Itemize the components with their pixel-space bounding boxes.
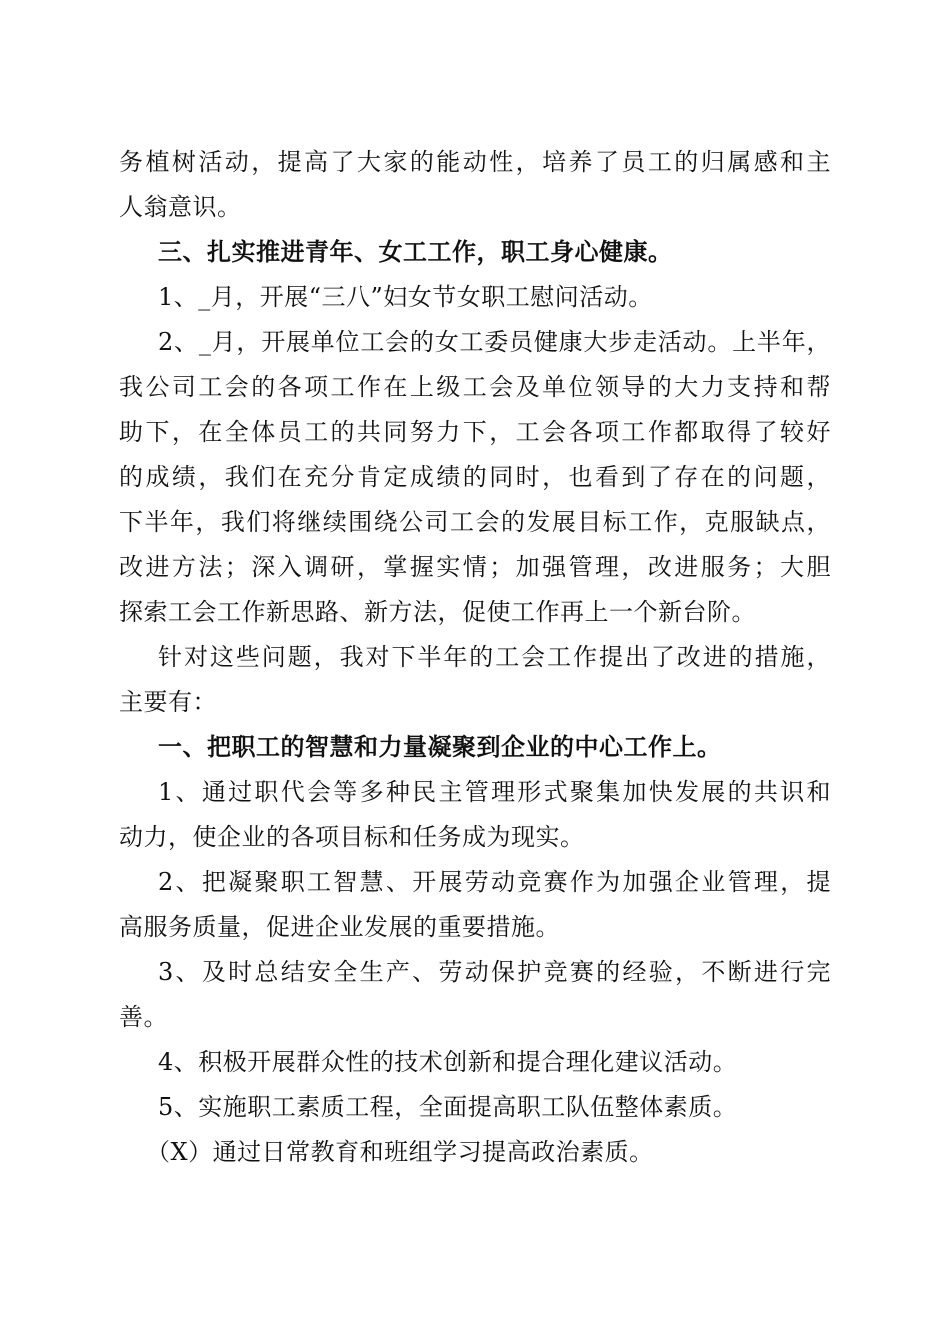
text-line: 助下，在全体员工的共同努力下，工会各项工作都取得了较好 (119, 418, 831, 446)
list-item: 2、_月，开展单位工会的女工委员健康大步走活动。上半年， (158, 328, 831, 356)
text-line: 动力，使企业的各项目标和任务成为现实。 (119, 823, 585, 851)
list-item: （X）通过日常教育和班组学习提高政治素质。 (146, 1138, 654, 1166)
section-heading: 一、把职工的智慧和力量凝聚到企业的中心工作上。 (158, 733, 722, 761)
text-line: 下半年，我们将继续围绕公司工会的发展目标工作，克服缺点， (119, 508, 831, 536)
text-line: 探索工会工作新思路、新方法，促使工作再上一个新台阶。 (119, 598, 756, 626)
text-line: 人翁意识。 (119, 193, 242, 221)
list-item: 2、把凝聚职工智慧、开展劳动竞赛作为加强企业管理，提 (158, 868, 831, 896)
text-line: 善。 (119, 1003, 168, 1031)
text-line: 我公司工会的各项工作在上级工会及单位领导的大力支持和帮 (119, 373, 831, 401)
text-line: 主要有： (119, 688, 217, 716)
list-item: 1、通过职代会等多种民主管理形式聚集加快发展的共识和 (158, 778, 831, 806)
list-item: 5、实施职工素质工程，全面提高职工队伍整体素质。 (158, 1093, 738, 1121)
section-heading: 三、扎实推进青年、女工工作，职工身心健康。 (158, 238, 673, 266)
list-item: 4、积极开展群众性的技术创新和提合理化建议活动。 (158, 1048, 738, 1076)
text-line: 务植树活动，提高了大家的能动性，培养了员工的归属感和主 (119, 148, 831, 176)
text-line: 改进方法；深入调研，掌握实情；加强管理，改进服务；大胆 (119, 553, 831, 581)
list-item: 1、_月，开展“三八”妇女节女职工慰问活动。 (158, 283, 653, 311)
paragraph-line: 针对这些问题，我对下半年的工会工作提出了改进的措施， (158, 643, 831, 671)
text-line: 高服务质量，促进企业发展的重要措施。 (119, 913, 560, 941)
list-item: 3、及时总结安全生产、劳动保护竞赛的经验，不断进行完 (158, 958, 831, 986)
text-line: 的成绩，我们在充分肯定成绩的同时，也看到了存在的问题， (119, 463, 831, 491)
